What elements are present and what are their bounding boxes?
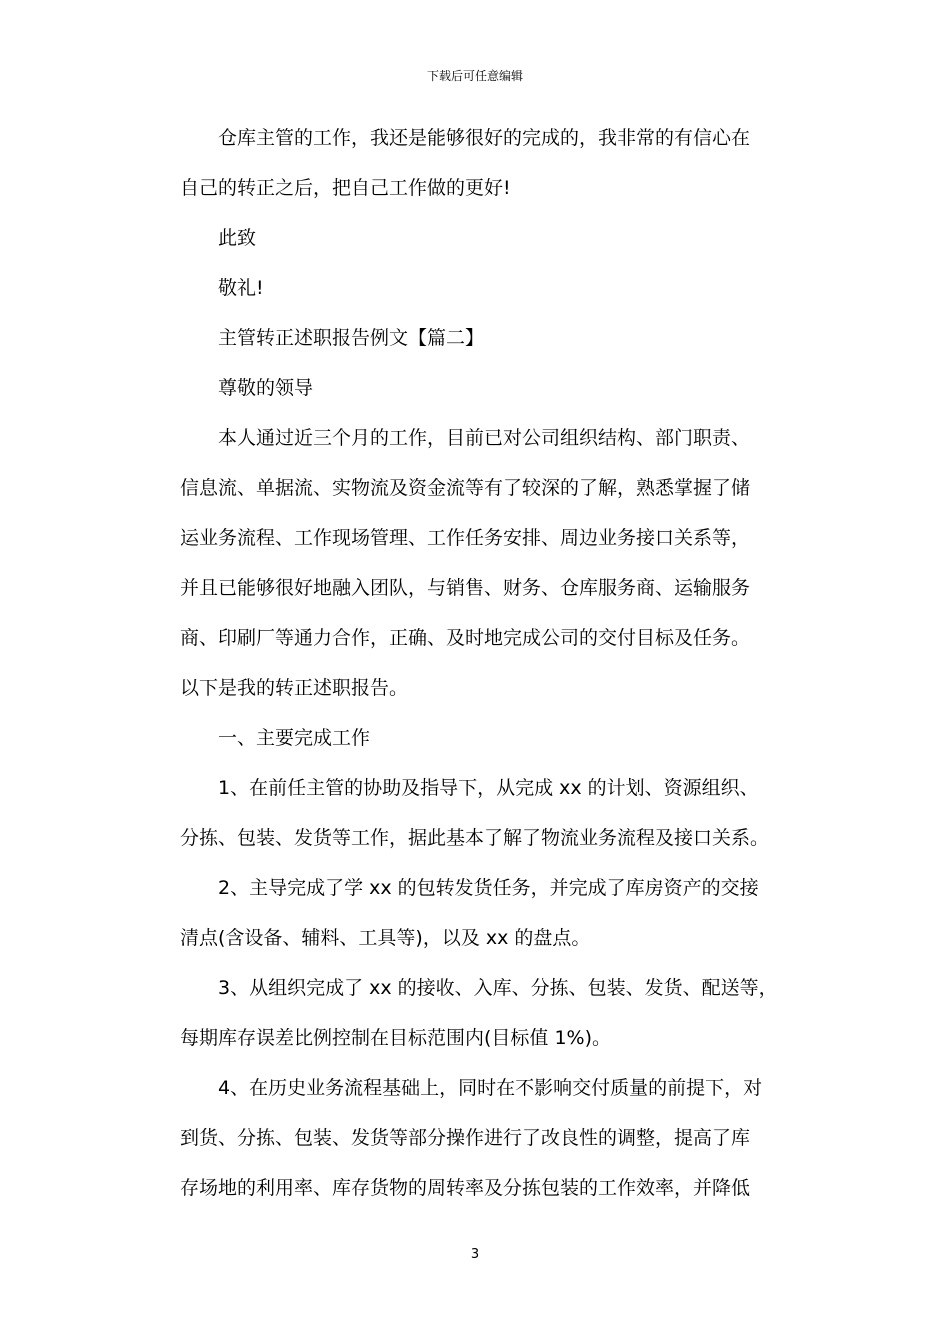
text-line: 分拣、包装、发货等工作，据此基本了解了物流业务流程及接口关系。 (180, 827, 770, 849)
text-line: 每期库存误差比例控制在目标范围内(目标值 1%)。 (180, 1027, 612, 1049)
list-item: 2、主导完成了学 xx 的包转发货任务，并完成了库房资产的交接 (218, 877, 759, 899)
list-item: 3、从组织完成了 xx 的接收、入库、分拣、包装、发货、配送等， (218, 977, 778, 999)
text-line: 存场地的利用率、库存货物的周转率及分拣包装的工作效率，并降低 (180, 1177, 751, 1199)
text-line: 自己的转正之后，把自己工作做的更好! (180, 177, 511, 199)
text-line: 运业务流程、工作现场管理、工作任务安排、周边业务接口关系等， (180, 527, 751, 549)
text-line: 信息流、单据流、实物流及资金流等有了较深的了解，熟悉掌握了储 (180, 477, 751, 499)
page-number: 3 (470, 1247, 480, 1262)
list-item: 1、在前任主管的协助及指导下，从完成 xx 的计划、资源组织、 (218, 777, 759, 799)
list-item: 4、在历史业务流程基础上，同时在不影响交付质量的前提下，对 (218, 1077, 763, 1099)
text-line: 仓库主管的工作，我还是能够很好的完成的，我非常的有信心在 (218, 127, 751, 149)
section-title: 主管转正述职报告例文【篇二】 (218, 327, 485, 349)
closing-salutation: 此致 (218, 227, 257, 249)
text-line: 到货、分拣、包装、发货等部分操作进行了改良性的调整，提高了库 (180, 1127, 751, 1149)
text-line: 商、印刷厂等通力合作，正确、及时地完成公司的交付目标及任务。 (180, 627, 751, 649)
text-line: 本人通过近三个月的工作，目前已对公司组织结构、部门职责、 (218, 427, 751, 449)
text-line: 并且已能够很好地融入团队，与销售、财务、仓库服务商、运输服务 (180, 577, 751, 599)
closing-salutation: 敬礼! (218, 277, 264, 299)
section-heading: 一、主要完成工作 (218, 727, 371, 749)
page-header: 下载后可任意编辑 (426, 69, 523, 83)
document-body (180, 126, 778, 1226)
text-line: 以下是我的转正述职报告。 (180, 677, 409, 699)
greeting: 尊敬的领导 (218, 377, 314, 399)
text-line: 清点(含设备、辅料、工具等)，以及 xx 的盘点。 (180, 927, 591, 949)
